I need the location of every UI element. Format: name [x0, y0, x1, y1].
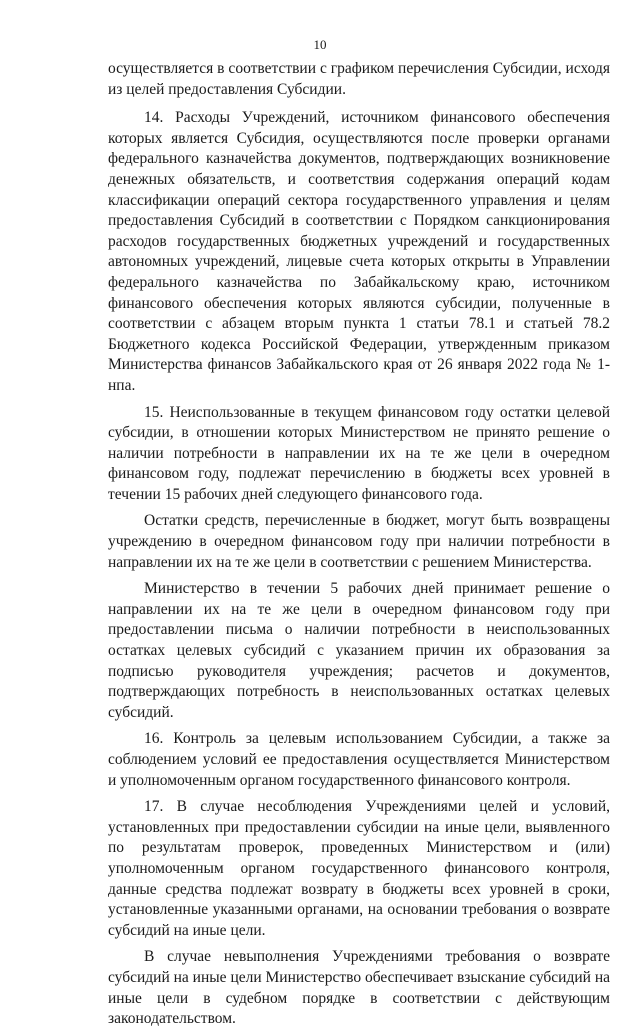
paragraph-15-remainder-return: Остатки средств, перечисленные в бюджет, могут быть возвращены учреждению в очередном финансовом году при наличии потребности в направлении их на те же цели в соответствии с решением Министерства. — [108, 512, 610, 571]
paragraph-continuation: осуществляется в соответствии с графиком перечисления Субсидии, исходя из целей предоставления Субсидии. — [108, 60, 610, 98]
paragraph-17: 17. В случае несоблюдения Учреждениями целей и условий, установленных при предоставлении субсидии на иные цели, выявленного по результатам проверок, проведенных Министерством и (или) уполномоченным органом государственного финансового контроля, данные средства подлежат возврату в бюджеты всех уровней в сроки, установленные указанными органами, на основании требования о возврате субсидий на иные цели. — [108, 798, 610, 939]
paragraph-15: 15. Неиспользованные в текущем финансовом году остатки целевой субсидии, в отношении которых Министерством не принято решение о наличии потребности в направлении их на те же цели в очередном финансовом году, подлежат перечислению в бюджеты всех уровней в течении 15 рабочих дней следующего финансового года. — [108, 403, 610, 503]
paragraph-15-ministry-decision: Министерство в течении 5 рабочих дней принимает решение о направлении их на те же цели в очередном финансовом году при предоставлении письма о наличии потребности в неиспользованных остатках целевых субсидий с указанием причин их образования за подписью руководителя учреждения; расчетов и документов, подтверждающих потребность в неиспользованных остатках целевых субсидий. — [108, 580, 610, 721]
paragraph-14: 14. Расходы Учреждений, источником финансового обеспечения которых является Субсидия, осуществляются после проверки органами федерального казначейства документов, подтверждающих возникновение денежных обязательств, и соответствия содержания операций кодам классификации операций сектора государственного управления и целям предоставления Субсидий в соответствии с Порядком санкционирования расходов государственных бюджетных учреждений и государственных автономных учреждений, лицевые счета которых открыты в Управлении федерального казначейства по Забайкальскому краю, источником финансового обеспечения которых являются субсидии, полученные в соответствии с абзацем вторым пункта 1 статьи 78.1 и статьей 78.2 Бюджетного кодекса Российской Федерации, утвержденным приказом Министерства финансов Забайкальского края от 26 января 2022 года № 1-нпа. — [108, 109, 610, 394]
page-number: 10 — [313, 37, 327, 52]
paragraph-16: 16. Контроль за целевым использованием Субсидии, а также за соблюдением условий ее предоставления осуществляется Министерством и уполномоченным органом государственного финансового контроля. — [108, 730, 610, 789]
document-body — [108, 59, 610, 1036]
paragraph-17-enforcement: В случае невыполнения Учреждениями требования о возврате субсидий на иные цели Министерство обеспечивает взыскание субсидий на иные цели в судебном порядке в соответствии с действующим законодательством. — [108, 948, 611, 1028]
